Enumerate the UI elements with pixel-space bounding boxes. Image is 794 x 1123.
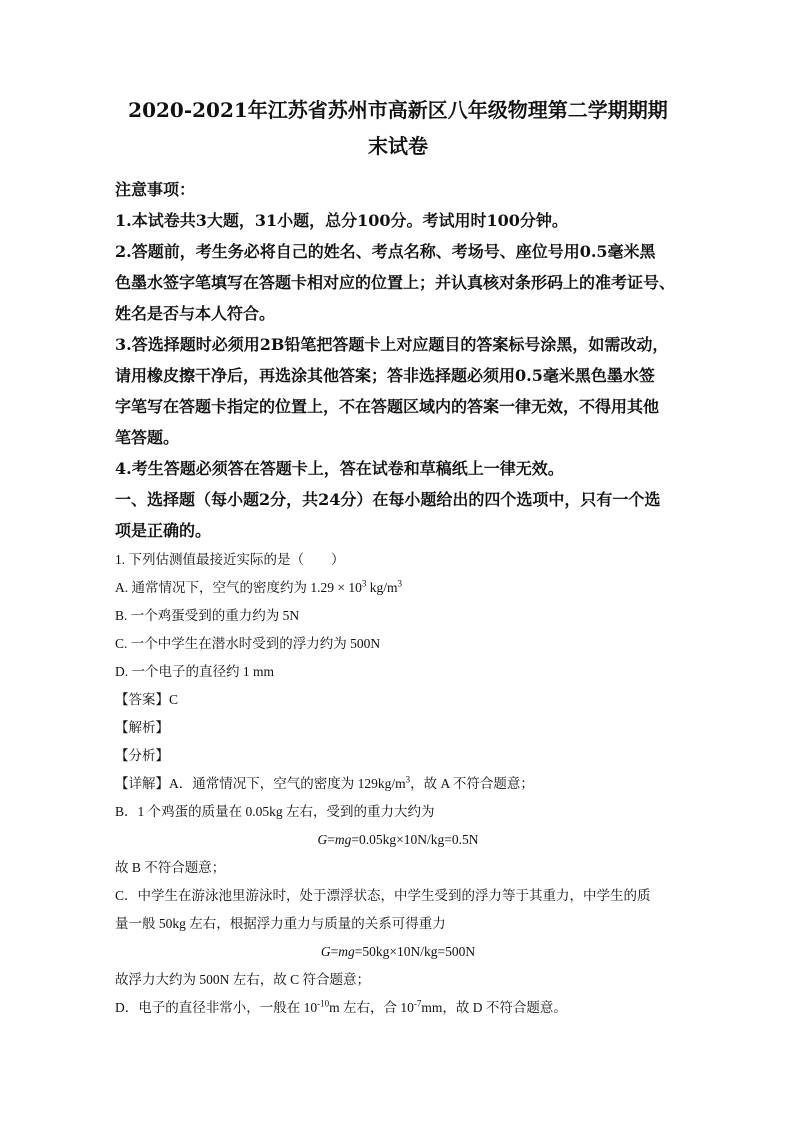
section-heading-line: 一、选择题（每小题2分，共24分）在每小题给出的四个选项中，只有一个选 xyxy=(115,490,661,509)
detail-a-text: A．通常情况下，空气的密度为 129kg/m xyxy=(169,776,406,791)
notice-line: 1.本试卷共3大题，31小题，总分100分。考试用时100分钟。 xyxy=(115,211,568,230)
notice-line: 2.答题前，考生务必将自己的姓名、考点名称、考场号、座位号用0.5毫米黑 xyxy=(115,242,656,261)
detail-a-exponent: 3 xyxy=(405,774,411,785)
formula-c xyxy=(115,938,681,966)
title-line-2: 末试卷 xyxy=(368,134,428,158)
detail-c-line: C．中学生在游泳池里游泳时，处于漂浮状态，中学生受到的浮力等于其重力，中学生的质 xyxy=(115,888,651,903)
option-a-unit-exponent: 3 xyxy=(397,578,403,589)
detail-label: 【详解】 xyxy=(115,776,169,791)
exam-page xyxy=(115,92,681,1022)
title-line-1: 2020-2021年江苏省苏州市高新区八年级物理第二学期期期 xyxy=(128,98,668,122)
answer-line xyxy=(115,686,681,714)
notice-line: 4.考生答题必须答在答题卡上，答在试卷和草稿纸上一律无效。 xyxy=(115,459,564,478)
notice-heading: 注意事项： xyxy=(115,180,196,199)
formula-b-g: G xyxy=(317,832,328,847)
formula-c-mg: mg xyxy=(338,944,355,959)
detail-b-line: B．1 个鸡蛋的质量在 0.05kg 左右，受到的重力大约为 xyxy=(115,804,435,819)
option-b: B. 一个鸡蛋受到的重力约为 5N xyxy=(115,608,300,623)
detail-d-text: D．电子的直径非常小，一般在 10 xyxy=(115,1000,318,1015)
detail-b-conclusion: 故 B 不符合题意； xyxy=(115,860,226,875)
option-a-unit: kg/m xyxy=(366,580,398,595)
notice-line: 3.答选择题时必须用2B铅笔把答题卡上对应题目的答案标号涂黑，如需改动， xyxy=(115,335,669,354)
formula-b-mg: mg xyxy=(334,832,352,847)
notice-line: 字笔写在答题卡指定的位置上，不在答题区域内的答案一律无效，不得用其他 xyxy=(115,397,660,416)
formula-c-rest: =50kg×10N/kg=500N xyxy=(354,944,476,959)
formula-c-eq: = xyxy=(330,944,339,959)
notice-line: 请用橡皮擦干净后，再选涂其他答案；答非选择题必须用0.5毫米黑色墨水签 xyxy=(115,366,655,385)
detail-a-end: ，故 A 不符合题意； xyxy=(410,776,534,791)
detail-a xyxy=(115,770,681,798)
answer-value: C xyxy=(169,692,179,707)
detail-c-line: 量一般 50kg 左右，根据浮力重力与质量的关系可得重力 xyxy=(115,916,446,931)
fenxi-label: 【分析】 xyxy=(115,748,169,763)
option-a xyxy=(115,574,681,602)
notice-line: 姓名是否与本人符合。 xyxy=(115,304,276,323)
option-d: D. 一个电子的直径约 1 mm xyxy=(115,664,275,679)
detail-c-conclusion: 故浮力大约为 500N 左右，故 C 符合题意； xyxy=(115,972,371,987)
formula-b-eq: = xyxy=(327,832,335,847)
formula-b-rest: =0.05kg×10N/kg=0.5N xyxy=(351,832,479,847)
detail-d-exponent-1: -10 xyxy=(317,998,330,1009)
option-a-exponent: 3 xyxy=(361,578,367,589)
detail-d-mid: m 左右，合 10 xyxy=(329,1000,414,1015)
detail-d xyxy=(115,994,681,1022)
document-title xyxy=(115,92,681,164)
notice-line: 色墨水签字笔填写在答题卡相对应的位置上；并认真核对条形码上的准考证号、 xyxy=(115,273,676,292)
formula-b xyxy=(115,826,681,854)
question-stem: 1. 下列估测值最接近实际的是（ ） xyxy=(115,552,345,567)
option-c: C. 一个中学生在潜水时受到的浮力约为 500N xyxy=(115,636,381,651)
section-heading xyxy=(115,484,681,546)
option-a-text: A. 通常情况下，空气的密度约为 1.29 × 10 xyxy=(115,580,362,595)
notice-line: 笔答题。 xyxy=(115,428,180,447)
question-1 xyxy=(115,546,681,1022)
detail-d-end: mm，故 D 不符合题意。 xyxy=(421,1000,567,1015)
notice-section xyxy=(115,174,681,484)
formula-c-g: G xyxy=(320,944,331,959)
section-heading-line: 项是正确的。 xyxy=(115,521,212,540)
answer-label: 【答案】 xyxy=(115,692,169,707)
detail-d-exponent-2: -7 xyxy=(413,998,422,1009)
analysis-label: 【解析】 xyxy=(115,720,169,735)
